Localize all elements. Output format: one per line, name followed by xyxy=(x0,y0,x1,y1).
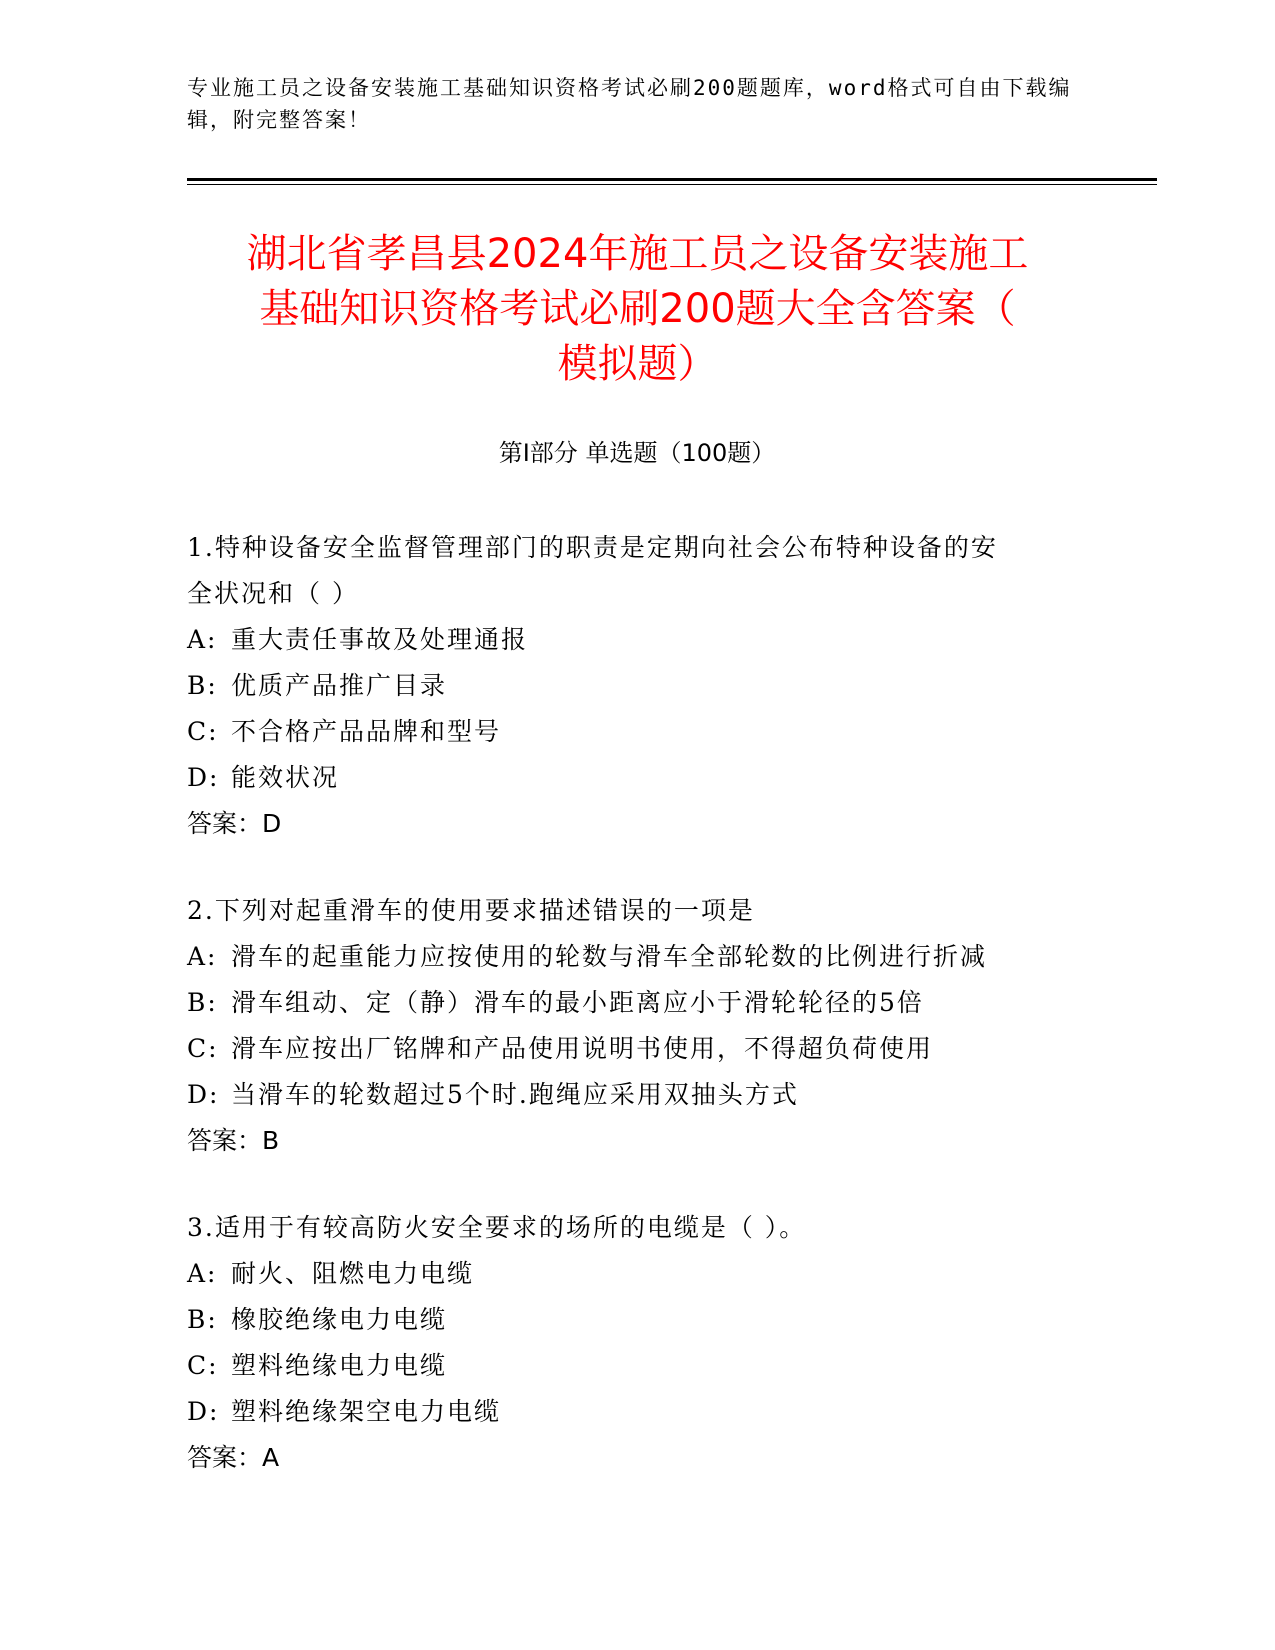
title-line-2: 基础知识资格考试必刷200题大全含答案（ xyxy=(259,286,1016,332)
option-key: C: xyxy=(187,1034,219,1063)
option-c xyxy=(187,709,1067,755)
option-d xyxy=(187,1389,1067,1435)
option-b xyxy=(187,980,1067,1026)
option-text: 滑车组动、定（静）滑车的最小距离应小于滑轮轮径的5倍 xyxy=(231,988,924,1017)
option-text: 塑料绝缘电力电缆 xyxy=(231,1351,448,1380)
header-rule-thin xyxy=(187,184,1157,185)
option-key: A: xyxy=(187,942,218,971)
option-text: 滑车应按出厂铭牌和产品使用说明书使用，不得超负荷使用 xyxy=(231,1034,934,1063)
header-rule-thick xyxy=(187,178,1157,181)
option-key: D: xyxy=(187,763,220,792)
header-note: 专业施工员之设备安装施工基础知识资格考试必刷200题题库，word格式可自由下载编辑，附完整答案！ xyxy=(187,76,1072,132)
option-text: 滑车的起重能力应按使用的轮数与滑车全部轮数的比例进行折减 xyxy=(231,942,988,971)
option-text: 能效状况 xyxy=(231,763,340,792)
section-title: 第Ⅰ部分 单选题（100题） xyxy=(498,439,776,467)
option-key: D: xyxy=(187,1397,220,1426)
question-stem-line: 1.特种设备安全监督管理部门的职责是定期向社会公布特种设备的安 xyxy=(187,533,998,562)
answer-label: 答案：B xyxy=(187,1126,280,1155)
option-a xyxy=(187,617,1067,663)
option-key: B: xyxy=(187,671,218,700)
option-a xyxy=(187,1251,1067,1297)
option-b xyxy=(187,1297,1067,1343)
option-key: B: xyxy=(187,988,218,1017)
option-d xyxy=(187,1072,1067,1118)
question-2 xyxy=(187,888,1067,1164)
option-text: 橡胶绝缘电力电缆 xyxy=(231,1305,448,1334)
title-line-3: 模拟题） xyxy=(557,341,718,387)
question-list xyxy=(187,525,1067,1522)
question-3 xyxy=(187,1205,1067,1481)
option-text: 优质产品推广目录 xyxy=(231,671,448,700)
option-c xyxy=(187,1026,1067,1072)
answer-label: 答案：A xyxy=(187,1443,280,1472)
document-title xyxy=(150,227,1125,392)
option-key: A: xyxy=(187,625,218,654)
option-key: A: xyxy=(187,1259,218,1288)
option-text: 耐火、阻燃电力电缆 xyxy=(231,1259,475,1288)
question-stem-line: 全状况和（ ） xyxy=(187,579,359,608)
question-1 xyxy=(187,525,1067,847)
question-stem-line: 3.适用于有较高防火安全要求的场所的电缆是（ ）。 xyxy=(187,1213,807,1242)
option-text: 重大责任事故及处理通报 xyxy=(231,625,529,654)
option-key: B: xyxy=(187,1305,218,1334)
option-text: 不合格产品品牌和型号 xyxy=(231,717,502,746)
option-b xyxy=(187,663,1067,709)
title-line-1: 湖北省孝昌县2024年施工员之设备安装施工 xyxy=(246,231,1029,277)
option-a xyxy=(187,934,1067,980)
option-text: 当滑车的轮数超过5个时.跑绳应采用双抽头方式 xyxy=(231,1080,799,1109)
question-stem-line: 2.下列对起重滑车的使用要求描述错误的一项是 xyxy=(187,896,755,925)
option-c xyxy=(187,1343,1067,1389)
option-text: 塑料绝缘架空电力电缆 xyxy=(231,1397,502,1426)
option-key: D: xyxy=(187,1080,220,1109)
option-d xyxy=(187,755,1067,801)
answer-label: 答案：D xyxy=(187,809,282,838)
option-key: C: xyxy=(187,1351,219,1380)
option-key: C: xyxy=(187,717,219,746)
